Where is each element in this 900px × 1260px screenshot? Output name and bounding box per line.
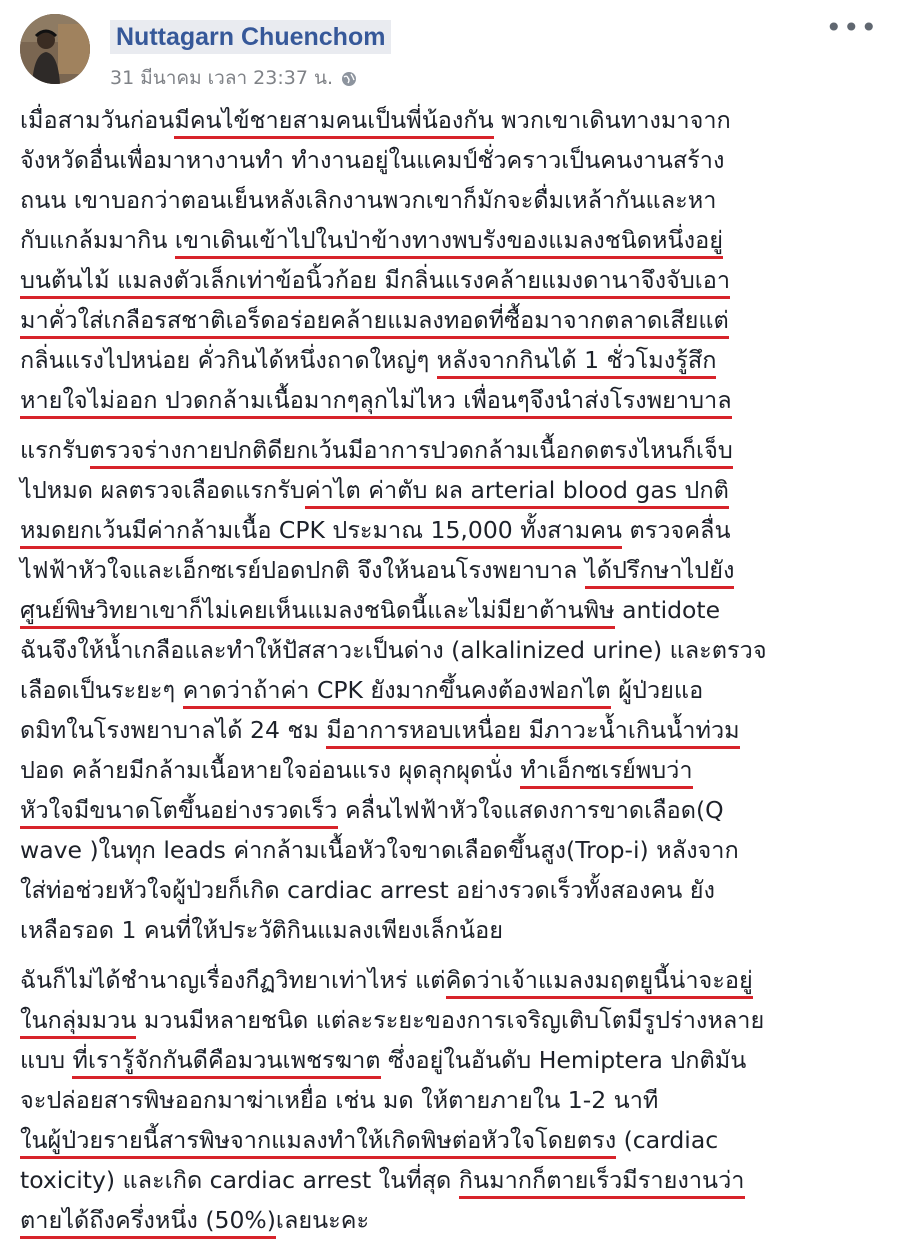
post-text-line [20, 260, 880, 300]
text-segment: ไฟฟ้าหัวใจและเอ็กซเรย์ปอดปกติ จึงให้นอนโรงพยาบาล [20, 556, 585, 584]
post-text-line [20, 100, 880, 140]
post-text-line [20, 870, 880, 910]
underlined-text: หมดยกเว้นมีค่ากล้ามเนื้อ CPK ประมาณ 15,000 ทั้งสามคน [20, 516, 622, 549]
underlined-text: ในกลุ่มมวน [20, 1006, 136, 1039]
post-text-line [20, 830, 880, 870]
post-body [20, 100, 880, 1240]
post-text-line [20, 1160, 880, 1200]
text-segment: จะปล่อยสารพิษออกมาฆ่าเหยื่อ เช่น มด ให้ตายภายใน 1-2 นาที [20, 1086, 659, 1114]
post-meta [110, 63, 357, 93]
text-segment: toxicity) และเกิด cardiac arrest ในที่สุด [20, 1166, 459, 1194]
text-segment: ฉันก็ไม่ได้ชำนาญเรื่องกีฏวิทยาเท่าไหร่ แต่ [20, 966, 446, 994]
text-segment: antidote [614, 596, 721, 624]
text-segment: ไปหมด ผลตรวจเลือดแรกรับ [20, 476, 305, 504]
post-text-line [20, 710, 880, 750]
avatar[interactable] [20, 14, 90, 84]
post-text-line [20, 630, 880, 670]
underlined-text: หัวใจมีขนาดโตขึ้นอย่างรวดเร็ว [20, 796, 338, 829]
text-segment: กับแกล้มมากิน [20, 226, 175, 254]
text-segment: กลิ่นแรงไปหน่อย คั่วกินได้หนึ่งถาดใหญ่ๆ [20, 346, 437, 374]
text-segment: มวนมีหลายชนิด แต่ละระยะของการเจริญเติบโตมีรูปร่างหลาย [136, 1006, 765, 1034]
post-text-line [20, 1000, 880, 1040]
underlined-text: ที่เรารู้จักกันดีคือมวนเพชรฆาต [72, 1046, 380, 1079]
globe-icon [341, 70, 357, 86]
post-text-line [20, 790, 880, 830]
post-text-line [20, 430, 880, 470]
more-options-icon[interactable]: ••• [825, 11, 878, 44]
text-segment: เลือดเป็นระยะๆ [20, 676, 183, 704]
text-segment: ถนน เขาบอกว่าตอนเย็นหลังเลิกงานพวกเขาก็มักจะดื่มเหล้ากันและหา [20, 186, 717, 214]
underlined-text: คิดว่าเจ้าแมลงมฤตยูนี้น่าจะอยู่ [446, 966, 753, 999]
underlined-text: บนต้นไม้ แมลงตัวเล็กเท่าข้อนิ้วก้อย มีกลิ่นแรงคล้ายแมงดานาจึงจับเอา [20, 266, 730, 299]
underlined-text: ตายได้ถึงครึ่งหนึ่ง (50%) [20, 1206, 276, 1239]
post-text-line [20, 1040, 880, 1080]
post-text-line [20, 550, 880, 590]
text-segment: แบบ [20, 1046, 73, 1074]
post-text-line [20, 960, 880, 1000]
text-segment: ซึ่งอยู่ในอันดับ Hemiptera ปกติมัน [380, 1046, 747, 1074]
underlined-text: ในผู้ป่วยรายนี้สารพิษจากแมลงทำให้เกิดพิษต่อหัวใจโดยตรง [20, 1126, 616, 1159]
post-text-line [20, 670, 880, 710]
post-text-line [20, 750, 880, 790]
text-segment: wave )ในทุก leads ค่ากล้ามเนื้อหัวใจขาดเลือดขึ้นสูง(Trop-i) หลังจาก [20, 836, 739, 864]
underlined-text: ค่าไต ค่าตับ ผล arterial blood gas ปกติ [305, 476, 729, 509]
underlined-text: หายใจไม่ออก ปวดกล้ามเนื้อมากๆลุกไม่ไหว เพื่อนๆจึงนำส่งโรงพยาบาล [20, 386, 732, 419]
post-text-line [20, 140, 880, 180]
underlined-text: ศูนย์พิษวิทยาเขาก็ไม่เคยเห็นแมลงชนิดนี้และไม่มียาต้านพิษ [20, 596, 615, 629]
post-text-line [20, 220, 880, 260]
post-timestamp[interactable]: 31 มีนาคม เวลา 23:37 น. [110, 67, 334, 89]
post-text-line [20, 1200, 880, 1240]
post-text-line [20, 180, 880, 220]
post-text-line [20, 1080, 880, 1120]
text-segment: เลยนะคะ [275, 1206, 370, 1234]
post-paragraph [20, 960, 880, 1240]
text-segment: ผู้ป่วยแอ [610, 676, 704, 704]
text-segment: เหลือรอด 1 คนที่ให้ประวัติกินแมลงเพียงเล็กน้อย [20, 916, 503, 944]
post-text-line [20, 910, 880, 950]
text-segment: จังหวัดอื่นเพื่อมาหางานทำ ทำงานอยู่ในแคมป์ชั่วคราวเป็นคนงานสร้าง [20, 146, 725, 174]
underlined-text: มีคนไข้ชายสามคนเป็นพี่น้องกัน [174, 106, 493, 139]
post-text-line [20, 590, 880, 630]
underlined-text: ตรวจร่างกายปกติดียกเว้นมีอาการปวดกล้ามเนื้อกดตรงไหนก็เจ็บ [90, 436, 733, 469]
post-text-line [20, 470, 880, 510]
underlined-text: คาดว่าถ้าค่า CPK ยังมากขึ้นคงต้องฟอกไต [183, 676, 611, 709]
text-segment: แรกรับ [20, 436, 90, 464]
text-segment: ปอด คล้ายมีกล้ามเนื้อหายใจอ่อนแรง ผุดลุกผุดนั่ง [20, 756, 521, 784]
post-header [0, 0, 900, 100]
post-text-line [20, 510, 880, 550]
avatar-photo-icon [20, 14, 90, 84]
text-segment: เมื่อสามวันก่อน [20, 106, 175, 134]
underlined-text: ทำเอ็กซเรย์พบว่า [520, 756, 692, 789]
text-segment: พวกเขาเดินทางมาจาก [493, 106, 731, 134]
post-paragraph [20, 430, 880, 950]
post-text-line [20, 340, 880, 380]
underlined-text: มาคั่วใส่เกลือรสชาติเอร็ดอร่อยคล้ายแมลงทอดที่ซื้อมาจากตลาดเสียแต่ [20, 306, 729, 339]
underlined-text: ได้ปรึกษาไปยัง [585, 556, 735, 589]
text-segment: ฉันจึงให้น้ำเกลือและทำให้ปัสสาวะเป็นด่าง (alkalinized urine) และตรวจ [20, 636, 767, 664]
text-segment: คลื่นไฟฟ้าหัวใจแสดงการขาดเลือด(Q [337, 796, 724, 824]
text-segment: ดมิทในโรงพยาบาลได้ 24 ชม [20, 716, 327, 744]
author-name[interactable]: Nuttagarn Chuenchom [110, 20, 391, 54]
text-segment: (cardiac [616, 1126, 719, 1154]
underlined-text: มีอาการหอบเหนื่อย มีภาวะน้ำเกินน้ำท่วม [326, 716, 739, 749]
underlined-text: เขาเดินเข้าไปในป่าข้างทางพบรังของแมลงชนิดหนึ่งอยู่ [175, 226, 723, 259]
text-segment: ตรวจคลื่น [622, 516, 731, 544]
underlined-text: หลังจากกินได้ 1 ชั่วโมงรู้สึก [437, 346, 717, 379]
post-text-line [20, 1120, 880, 1160]
post-text-line [20, 300, 880, 340]
underlined-text: กินมากก็ตายเร็วมีรายงานว่า [459, 1166, 745, 1199]
post-paragraph [20, 100, 880, 420]
text-segment: ใส่ท่อช่วยหัวใจผู้ป่วยก็เกิด cardiac arrest อย่างรวดเร็วทั้งสองคน ยัง [20, 876, 716, 904]
post-text-line [20, 380, 880, 420]
